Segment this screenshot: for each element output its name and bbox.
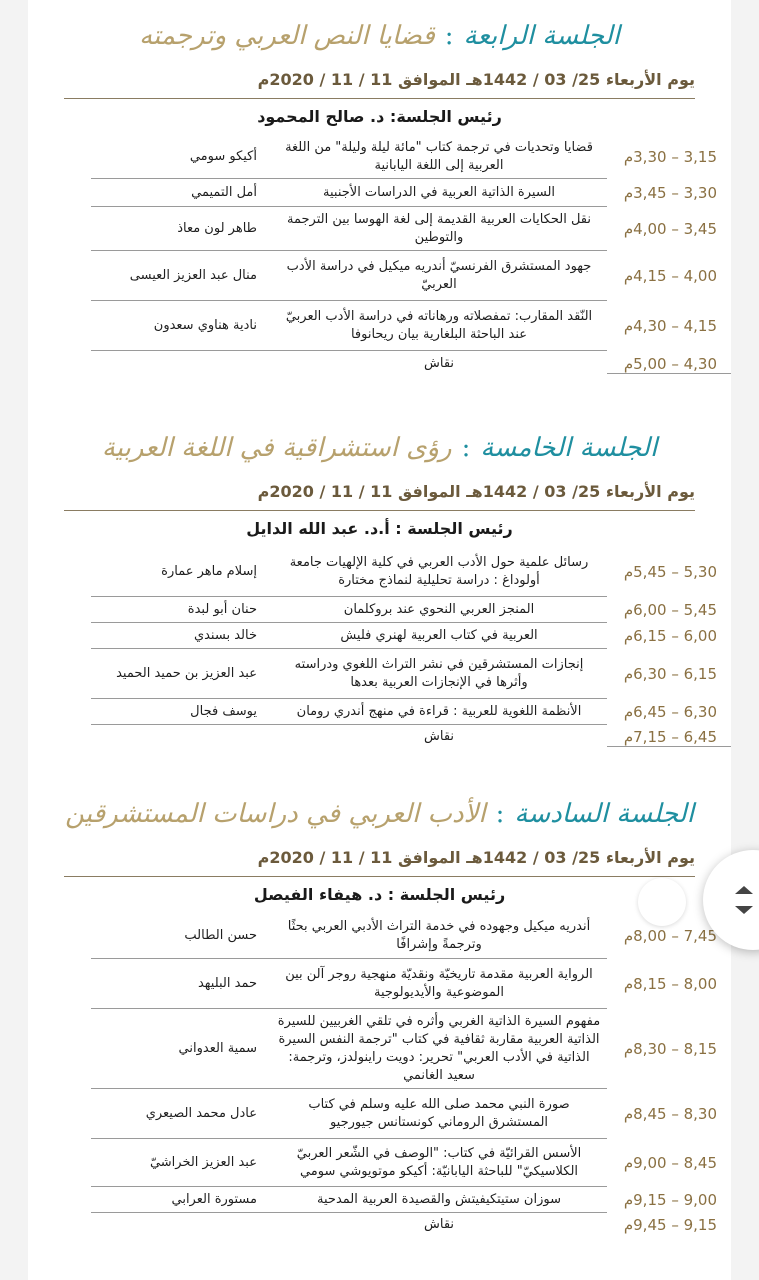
speaker-name: حسن الطالب <box>91 913 271 959</box>
session-topic: قضايا النص العربي وترجمته <box>139 21 435 51</box>
time-slot: 6,15 – 6,30م <box>623 665 717 683</box>
speaker-name: عادل محمد الصيعري <box>91 1089 271 1139</box>
speaker-name: سمية العدواني <box>91 1009 271 1089</box>
time-slot: 3,30 – 3,45م <box>623 184 717 202</box>
schedule-row <box>28 207 731 251</box>
time-slot: 4,00 – 4,15م <box>623 267 717 285</box>
paper-title: الأنظمة اللغوية للعربية : قراءة في منهج أندري رومان <box>271 699 607 725</box>
schedule-row <box>28 1009 731 1089</box>
session-topic: رؤى استشراقية في اللغة العربية <box>101 433 452 463</box>
paper-title: قضايا وتحديات في ترجمة كتاب "مائة ليلة وليلة" من اللغة العربية إلى اللغة اليابانية <box>271 135 607 179</box>
time-slot: 4,15 – 4,30م <box>623 317 717 335</box>
paper-title: جهود المستشرق الفرنسيّ أندريه ميكيل في دراسة الأدب العربيّ <box>271 251 607 301</box>
schedule-row <box>28 597 731 623</box>
session-title <box>28 10 731 62</box>
session-title <box>28 422 731 474</box>
speaker-name <box>91 725 271 749</box>
time-slot: 6,30 – 6,45م <box>623 703 717 721</box>
time-slot: 8,45 – 9,00م <box>623 1154 717 1172</box>
time-slot: 6,00 – 6,15م <box>623 627 717 645</box>
session-4 <box>28 10 731 377</box>
faded-scroll-button <box>638 878 686 926</box>
paper-title: أندريه ميكيل وجهوده في خدمة التراث الأدبي العربي بحثًا وترجمةً وإشرافًا <box>271 913 607 959</box>
speaker-name: منال عبد العزيز العيسى <box>91 251 271 301</box>
paper-title: رسائل علمية حول الأدب العربي في كلية الإلهيات جامعة أولوداغ : دراسة تحليلية لنماذج مختارة <box>271 547 607 597</box>
speaker-name <box>91 351 271 377</box>
paper-title: النّقد المقارب: تمفصلاته ورهاناته في دراسة الأدب العربيّ عند الباحثة البلغارية بيان ريحانوفا <box>271 301 607 351</box>
session-5 <box>28 422 731 749</box>
schedule-row <box>28 699 731 725</box>
session-chair: رئيس الجلسة: د. صالح المحمود <box>257 107 502 126</box>
paper-title: العربية في كتاب العربية لهنري فليش <box>271 623 607 649</box>
left-margin <box>0 0 28 1280</box>
title-colon: : <box>461 433 471 463</box>
schedule-row <box>28 301 731 351</box>
schedule-row <box>28 959 731 1009</box>
session-label: الجلسة الرابعة <box>463 21 620 51</box>
time-slot: 8,30 – 8,45م <box>623 1105 717 1123</box>
paper-title: الرواية العربية مقدمة تاريخيّة ونقديّة منهجية روجر آلن بين الموضوعية والأيديولوجية <box>271 959 607 1009</box>
speaker-name: نادية هناوي سعدون <box>91 301 271 351</box>
schedule-row <box>28 251 731 301</box>
session-date: يوم الأربعاء 25/ 03 / 1442هـ الموافق 11 / 11 / 2020م <box>64 62 695 99</box>
session-title <box>28 788 731 840</box>
speaker-name: أمل التميمي <box>91 179 271 207</box>
time-slot: 8,15 – 8,30م <box>623 1040 717 1058</box>
session-rows <box>28 547 731 749</box>
schedule-row-discussion <box>28 725 731 749</box>
title-colon: : <box>444 21 454 51</box>
paper-title: الأسس القرائيّة في كتاب: "الوصف في الشّعر العربيّ الكلاسيكيّ" للباحثة اليابانيّة: أكيكو موتويوشي سومي <box>271 1139 607 1187</box>
speaker-name: إسلام ماهر عمارة <box>91 547 271 597</box>
chevron-down-icon <box>735 906 753 914</box>
paper-title: نقل الحكايات العربية القديمة إلى لغة الهوسا بين الترجمة والتوطين <box>271 207 607 251</box>
schedule-row <box>28 913 731 959</box>
time-slot: 3,45 – 4,00م <box>623 220 717 238</box>
time-slot: 5,30 – 5,45م <box>623 563 717 581</box>
session-rows <box>28 913 731 1237</box>
schedule-row <box>28 1089 731 1139</box>
session-chair: رئيس الجلسة : أ.د. عبد الله الدايل <box>246 519 513 538</box>
time-slot: 4,30 – 5,00م <box>607 355 731 374</box>
schedule-row <box>28 135 731 179</box>
discussion-label: نقاش <box>423 356 455 371</box>
speaker-name <box>91 1213 271 1237</box>
right-margin <box>731 0 759 1280</box>
session-date: يوم الأربعاء 25/ 03 / 1442هـ الموافق 11 / 11 / 2020م <box>64 474 695 511</box>
speaker-name: عبد العزيز بن حميد الحميد <box>91 649 271 699</box>
schedule-row <box>28 649 731 699</box>
session-label: الجلسة السادسة <box>514 799 694 829</box>
title-colon: : <box>495 799 505 829</box>
speaker-name: خالد بسندي <box>91 623 271 649</box>
time-slot: 8,00 – 8,15م <box>623 975 717 993</box>
session-date: يوم الأربعاء 25/ 03 / 1442هـ الموافق 11 / 11 / 2020م <box>64 840 695 877</box>
schedule-row-discussion <box>28 1213 731 1237</box>
time-slot: 7,45 – 8,00م <box>623 927 717 945</box>
schedule-page <box>28 0 731 1280</box>
time-slot: 9,15 – 9,45م <box>623 1216 717 1234</box>
schedule-row <box>28 547 731 597</box>
paper-title: المنجز العربي النحوي عند بروكلمان <box>271 597 607 623</box>
speaker-name: طاهر لون معاذ <box>91 207 271 251</box>
schedule-row <box>28 179 731 207</box>
paper-title: سوزان ستيتكيفيتش والقصيدة العربية المدحية <box>271 1187 607 1213</box>
time-slot: 3,15 – 3,30م <box>623 148 717 166</box>
time-slot: 9,00 – 9,15م <box>623 1191 717 1209</box>
session-chair: رئيس الجلسة : د. هيفاء الفيصل <box>253 885 506 904</box>
speaker-name: أكيكو سومي <box>91 135 271 179</box>
schedule-row <box>28 623 731 649</box>
session-topic: الأدب العربي في دراسات المستشرقين <box>65 799 486 829</box>
paper-title: مفهوم السيرة الذاتية الغربي وأثره في تلقي الغربيين للسيرة الذاتية العربية مقاربة ثقافية في كتاب "ترجمة النفس السيرة الذاتية في الأدب العربي" تحرير: دويت راينولدز، وترجمة: سعيد الغانمي <box>271 1009 607 1089</box>
time-slot: 5,45 – 6,00م <box>623 601 717 619</box>
paper-title: السيرة الذاتية العربية في الدراسات الأجنبية <box>271 179 607 207</box>
session-6 <box>28 788 731 1237</box>
schedule-row-discussion <box>28 351 731 377</box>
discussion-label: نقاش <box>423 729 455 744</box>
speaker-name: عبد العزيز الخراشيّ <box>91 1139 271 1187</box>
paper-title: إنجازات المستشرقين في نشر التراث اللغوي ودراسته وأثرها في الإنجازات العربية بعدها <box>271 649 607 699</box>
paper-title: صورة النبي محمد صلى الله عليه وسلم في كتاب المستشرق الروماني كونستانس جيورجيو <box>271 1089 607 1139</box>
speaker-name: مستورة العرابي <box>91 1187 271 1213</box>
scroll-arrows <box>731 880 757 920</box>
schedule-row <box>28 1139 731 1187</box>
chevron-up-icon <box>735 886 753 894</box>
schedule-row <box>28 1187 731 1213</box>
session-rows <box>28 135 731 377</box>
speaker-name: يوسف فجال <box>91 699 271 725</box>
speaker-name: حنان أبو لبدة <box>91 597 271 623</box>
speaker-name: حمد البليهد <box>91 959 271 1009</box>
discussion-label: نقاش <box>423 1217 455 1232</box>
time-slot: 6,45 – 7,15م <box>607 728 731 747</box>
session-label: الجلسة الخامسة <box>480 433 658 463</box>
